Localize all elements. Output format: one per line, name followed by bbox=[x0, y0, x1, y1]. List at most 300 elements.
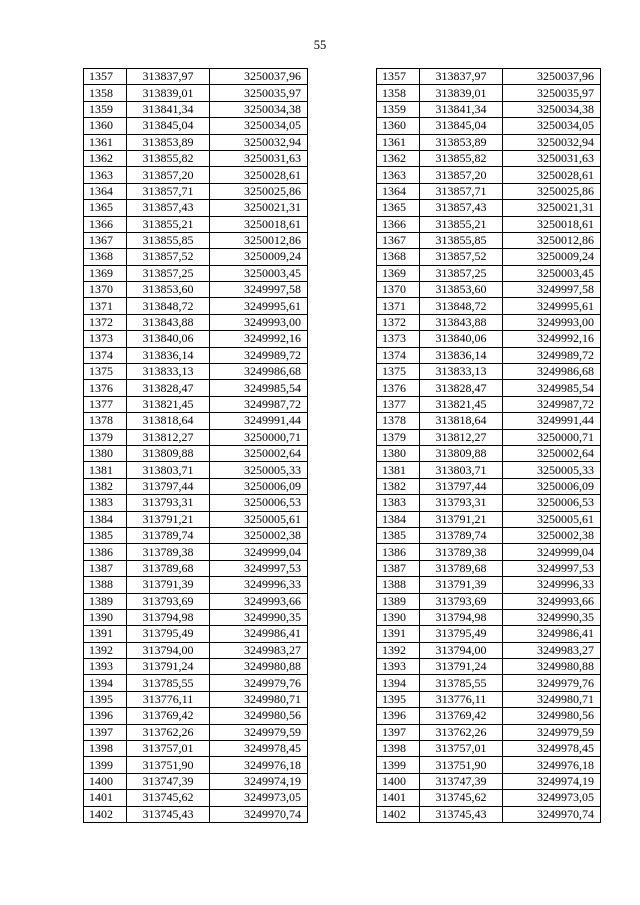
x-coordinate-cell: 313818,64 bbox=[127, 413, 210, 429]
y-coordinate-cell: 3250034,38 bbox=[503, 101, 601, 117]
y-coordinate-cell: 3250002,64 bbox=[503, 445, 601, 461]
x-coordinate-cell: 313855,82 bbox=[127, 150, 210, 166]
table-row bbox=[84, 85, 308, 101]
point-number-cell: 1401 bbox=[377, 790, 420, 806]
y-coordinate-cell: 3250002,38 bbox=[503, 527, 601, 543]
y-coordinate-cell: 3249974,19 bbox=[503, 773, 601, 789]
x-coordinate-cell: 313821,45 bbox=[420, 396, 503, 412]
y-coordinate-cell: 3249973,05 bbox=[503, 790, 601, 806]
x-coordinate-cell: 313836,14 bbox=[420, 347, 503, 363]
x-coordinate-cell: 313836,14 bbox=[127, 347, 210, 363]
y-coordinate-cell: 3250006,09 bbox=[503, 478, 601, 494]
point-number-cell: 1363 bbox=[84, 167, 127, 183]
y-coordinate-cell: 3249978,45 bbox=[210, 741, 308, 757]
point-number-cell: 1382 bbox=[84, 478, 127, 494]
table-row bbox=[377, 724, 601, 740]
table-row bbox=[84, 380, 308, 396]
point-number-cell: 1368 bbox=[84, 249, 127, 265]
x-coordinate-cell: 313853,60 bbox=[127, 282, 210, 298]
table-row bbox=[377, 150, 601, 166]
table-row bbox=[377, 511, 601, 527]
table-row bbox=[377, 544, 601, 560]
table-row bbox=[377, 232, 601, 248]
x-coordinate-cell: 313793,69 bbox=[420, 593, 503, 609]
point-number-cell: 1398 bbox=[377, 741, 420, 757]
x-coordinate-cell: 313843,88 bbox=[420, 314, 503, 330]
y-coordinate-cell: 3250035,97 bbox=[210, 85, 308, 101]
table-row bbox=[84, 167, 308, 183]
point-number-cell: 1370 bbox=[84, 282, 127, 298]
x-coordinate-cell: 313791,24 bbox=[127, 659, 210, 675]
x-coordinate-cell: 313791,39 bbox=[127, 577, 210, 593]
y-coordinate-cell: 3250009,24 bbox=[503, 249, 601, 265]
x-coordinate-cell: 313757,01 bbox=[127, 741, 210, 757]
point-number-cell: 1360 bbox=[84, 118, 127, 134]
point-number-cell: 1365 bbox=[84, 200, 127, 216]
y-coordinate-cell: 3249979,76 bbox=[210, 675, 308, 691]
x-coordinate-cell: 313791,21 bbox=[127, 511, 210, 527]
x-coordinate-cell: 313853,89 bbox=[127, 134, 210, 150]
table-row bbox=[377, 675, 601, 691]
y-coordinate-cell: 3249980,88 bbox=[210, 659, 308, 675]
point-number-cell: 1392 bbox=[377, 642, 420, 658]
y-coordinate-cell: 3250034,05 bbox=[210, 118, 308, 134]
x-coordinate-cell: 313769,42 bbox=[127, 708, 210, 724]
x-coordinate-cell: 313751,90 bbox=[420, 757, 503, 773]
x-coordinate-cell: 313789,74 bbox=[420, 527, 503, 543]
y-coordinate-cell: 3249978,45 bbox=[503, 741, 601, 757]
point-number-cell: 1359 bbox=[84, 101, 127, 117]
y-coordinate-cell: 3249985,54 bbox=[503, 380, 601, 396]
y-coordinate-cell: 3250021,31 bbox=[503, 200, 601, 216]
x-coordinate-cell: 313745,43 bbox=[420, 806, 503, 822]
point-number-cell: 1390 bbox=[377, 609, 420, 625]
y-coordinate-cell: 3249979,59 bbox=[210, 724, 308, 740]
point-number-cell: 1380 bbox=[377, 445, 420, 461]
x-coordinate-cell: 313841,34 bbox=[127, 101, 210, 117]
point-number-cell: 1385 bbox=[377, 527, 420, 543]
table-row bbox=[84, 790, 308, 806]
table-row bbox=[377, 773, 601, 789]
point-number-cell: 1378 bbox=[84, 413, 127, 429]
point-number-cell: 1388 bbox=[377, 577, 420, 593]
point-number-cell: 1376 bbox=[377, 380, 420, 396]
y-coordinate-cell: 3249989,72 bbox=[503, 347, 601, 363]
point-number-cell: 1361 bbox=[377, 134, 420, 150]
x-coordinate-cell: 313793,69 bbox=[127, 593, 210, 609]
x-coordinate-cell: 313848,72 bbox=[420, 298, 503, 314]
y-coordinate-cell: 3250003,45 bbox=[210, 265, 308, 281]
y-coordinate-cell: 3249976,18 bbox=[503, 757, 601, 773]
x-coordinate-cell: 313840,06 bbox=[420, 331, 503, 347]
table-row bbox=[377, 527, 601, 543]
x-coordinate-cell: 313845,04 bbox=[420, 118, 503, 134]
table-row bbox=[84, 675, 308, 691]
x-coordinate-cell: 313803,71 bbox=[127, 462, 210, 478]
x-coordinate-cell: 313839,01 bbox=[127, 85, 210, 101]
point-number-cell: 1374 bbox=[84, 347, 127, 363]
point-number-cell: 1378 bbox=[377, 413, 420, 429]
point-number-cell: 1366 bbox=[84, 216, 127, 232]
y-coordinate-cell: 3249992,16 bbox=[503, 331, 601, 347]
x-coordinate-cell: 313762,26 bbox=[420, 724, 503, 740]
point-number-cell: 1394 bbox=[84, 675, 127, 691]
x-coordinate-cell: 313789,68 bbox=[127, 560, 210, 576]
table-row bbox=[84, 560, 308, 576]
point-number-cell: 1402 bbox=[84, 806, 127, 822]
table-row bbox=[377, 183, 601, 199]
point-number-cell: 1374 bbox=[377, 347, 420, 363]
x-coordinate-cell: 313857,20 bbox=[127, 167, 210, 183]
point-number-cell: 1379 bbox=[377, 429, 420, 445]
table-row bbox=[84, 773, 308, 789]
table-row bbox=[84, 577, 308, 593]
point-number-cell: 1394 bbox=[377, 675, 420, 691]
x-coordinate-cell: 313857,20 bbox=[420, 167, 503, 183]
point-number-cell: 1395 bbox=[84, 691, 127, 707]
table-row bbox=[377, 347, 601, 363]
x-coordinate-cell: 313757,01 bbox=[420, 741, 503, 757]
point-number-cell: 1402 bbox=[377, 806, 420, 822]
x-coordinate-cell: 313793,31 bbox=[420, 495, 503, 511]
x-coordinate-cell: 313797,44 bbox=[127, 478, 210, 494]
table-row bbox=[84, 708, 308, 724]
x-coordinate-cell: 313848,72 bbox=[127, 298, 210, 314]
x-coordinate-cell: 313803,71 bbox=[420, 462, 503, 478]
y-coordinate-cell: 3249970,74 bbox=[503, 806, 601, 822]
x-coordinate-cell: 313857,52 bbox=[420, 249, 503, 265]
y-coordinate-cell: 3249991,44 bbox=[210, 413, 308, 429]
point-number-cell: 1369 bbox=[84, 265, 127, 281]
x-coordinate-cell: 313794,98 bbox=[127, 609, 210, 625]
x-coordinate-cell: 313791,24 bbox=[420, 659, 503, 675]
y-coordinate-cell: 3249993,00 bbox=[503, 314, 601, 330]
table-row bbox=[84, 134, 308, 150]
x-coordinate-cell: 313809,88 bbox=[420, 445, 503, 461]
y-coordinate-cell: 3250012,86 bbox=[210, 232, 308, 248]
x-coordinate-cell: 313747,39 bbox=[420, 773, 503, 789]
table-row bbox=[377, 101, 601, 117]
y-coordinate-cell: 3249980,71 bbox=[210, 691, 308, 707]
x-coordinate-cell: 313789,74 bbox=[127, 527, 210, 543]
point-number-cell: 1389 bbox=[84, 593, 127, 609]
y-coordinate-cell: 3249996,33 bbox=[503, 577, 601, 593]
table-row bbox=[84, 741, 308, 757]
x-coordinate-cell: 313855,85 bbox=[420, 232, 503, 248]
y-coordinate-cell: 3250005,33 bbox=[210, 462, 308, 478]
y-coordinate-cell: 3249993,66 bbox=[503, 593, 601, 609]
table-row bbox=[377, 609, 601, 625]
table-row bbox=[84, 642, 308, 658]
x-coordinate-cell: 313857,71 bbox=[127, 183, 210, 199]
y-coordinate-cell: 3250005,61 bbox=[503, 511, 601, 527]
point-number-cell: 1364 bbox=[84, 183, 127, 199]
table-row bbox=[377, 659, 601, 675]
point-number-cell: 1368 bbox=[377, 249, 420, 265]
table-row bbox=[377, 593, 601, 609]
table-row bbox=[84, 118, 308, 134]
table-row bbox=[84, 314, 308, 330]
point-number-cell: 1381 bbox=[84, 462, 127, 478]
table-row bbox=[84, 544, 308, 560]
table-row bbox=[84, 265, 308, 281]
point-number-cell: 1397 bbox=[84, 724, 127, 740]
y-coordinate-cell: 3250003,45 bbox=[503, 265, 601, 281]
table-row bbox=[84, 626, 308, 642]
point-number-cell: 1393 bbox=[377, 659, 420, 675]
y-coordinate-cell: 3249997,58 bbox=[503, 282, 601, 298]
y-coordinate-cell: 3249980,56 bbox=[210, 708, 308, 724]
x-coordinate-cell: 313841,34 bbox=[420, 101, 503, 117]
point-number-cell: 1386 bbox=[84, 544, 127, 560]
y-coordinate-cell: 3249970,74 bbox=[210, 806, 308, 822]
x-coordinate-cell: 313828,47 bbox=[420, 380, 503, 396]
x-coordinate-cell: 313855,82 bbox=[420, 150, 503, 166]
table-row bbox=[84, 413, 308, 429]
x-coordinate-cell: 313795,49 bbox=[420, 626, 503, 642]
page-number: 55 bbox=[313, 38, 327, 52]
y-coordinate-cell: 3249979,76 bbox=[503, 675, 601, 691]
x-coordinate-cell: 313855,21 bbox=[420, 216, 503, 232]
y-coordinate-cell: 3250031,63 bbox=[210, 150, 308, 166]
x-coordinate-cell: 313821,45 bbox=[127, 396, 210, 412]
y-coordinate-cell: 3249989,72 bbox=[210, 347, 308, 363]
table-row bbox=[377, 396, 601, 412]
x-coordinate-cell: 313840,06 bbox=[127, 331, 210, 347]
table-row bbox=[84, 757, 308, 773]
y-coordinate-cell: 3249980,56 bbox=[503, 708, 601, 724]
point-number-cell: 1387 bbox=[84, 560, 127, 576]
point-number-cell: 1398 bbox=[84, 741, 127, 757]
y-coordinate-cell: 3249980,88 bbox=[503, 659, 601, 675]
point-number-cell: 1364 bbox=[377, 183, 420, 199]
coordinates-table-right bbox=[376, 68, 601, 823]
table-row bbox=[377, 806, 601, 822]
point-number-cell: 1383 bbox=[377, 495, 420, 511]
point-number-cell: 1362 bbox=[84, 150, 127, 166]
table-row bbox=[377, 462, 601, 478]
point-number-cell: 1380 bbox=[84, 445, 127, 461]
y-coordinate-cell: 3250002,38 bbox=[210, 527, 308, 543]
y-coordinate-cell: 3250005,33 bbox=[503, 462, 601, 478]
y-coordinate-cell: 3249983,27 bbox=[503, 642, 601, 658]
table-row bbox=[84, 200, 308, 216]
point-number-cell: 1387 bbox=[377, 560, 420, 576]
y-coordinate-cell: 3249983,27 bbox=[210, 642, 308, 658]
y-coordinate-cell: 3250009,24 bbox=[210, 249, 308, 265]
table-row bbox=[377, 380, 601, 396]
y-coordinate-cell: 3249990,35 bbox=[503, 609, 601, 625]
table-row bbox=[84, 347, 308, 363]
table-row bbox=[377, 757, 601, 773]
table-row bbox=[84, 609, 308, 625]
y-coordinate-cell: 3250002,64 bbox=[210, 445, 308, 461]
y-coordinate-cell: 3250012,86 bbox=[503, 232, 601, 248]
table-row bbox=[84, 593, 308, 609]
point-number-cell: 1371 bbox=[377, 298, 420, 314]
point-number-cell: 1373 bbox=[84, 331, 127, 347]
y-coordinate-cell: 3250006,53 bbox=[503, 495, 601, 511]
table-row bbox=[377, 200, 601, 216]
table-row bbox=[84, 331, 308, 347]
table-row bbox=[84, 462, 308, 478]
x-coordinate-cell: 313857,25 bbox=[420, 265, 503, 281]
point-number-cell: 1400 bbox=[377, 773, 420, 789]
y-coordinate-cell: 3249993,00 bbox=[210, 314, 308, 330]
x-coordinate-cell: 313776,11 bbox=[127, 691, 210, 707]
table-row bbox=[84, 429, 308, 445]
table-row bbox=[377, 265, 601, 281]
table-row bbox=[377, 85, 601, 101]
x-coordinate-cell: 313855,85 bbox=[127, 232, 210, 248]
y-coordinate-cell: 3249996,33 bbox=[210, 577, 308, 593]
y-coordinate-cell: 3249993,66 bbox=[210, 593, 308, 609]
table-row bbox=[377, 167, 601, 183]
coordinates-table-body bbox=[84, 69, 308, 823]
x-coordinate-cell: 313837,97 bbox=[420, 69, 503, 85]
table-row bbox=[377, 216, 601, 232]
point-number-cell: 1365 bbox=[377, 200, 420, 216]
point-number-cell: 1384 bbox=[84, 511, 127, 527]
point-number-cell: 1358 bbox=[84, 85, 127, 101]
point-number-cell: 1397 bbox=[377, 724, 420, 740]
point-number-cell: 1376 bbox=[84, 380, 127, 396]
point-number-cell: 1357 bbox=[377, 69, 420, 85]
x-coordinate-cell: 313845,04 bbox=[127, 118, 210, 134]
y-coordinate-cell: 3249974,19 bbox=[210, 773, 308, 789]
point-number-cell: 1391 bbox=[84, 626, 127, 642]
y-coordinate-cell: 3250032,94 bbox=[210, 134, 308, 150]
x-coordinate-cell: 313857,43 bbox=[420, 200, 503, 216]
x-coordinate-cell: 313791,21 bbox=[420, 511, 503, 527]
point-number-cell: 1392 bbox=[84, 642, 127, 658]
table-row bbox=[377, 626, 601, 642]
y-coordinate-cell: 3249997,53 bbox=[503, 560, 601, 576]
table-row bbox=[377, 445, 601, 461]
x-coordinate-cell: 313769,42 bbox=[420, 708, 503, 724]
table-row bbox=[377, 282, 601, 298]
x-coordinate-cell: 313857,52 bbox=[127, 249, 210, 265]
y-coordinate-cell: 3249986,41 bbox=[210, 626, 308, 642]
table-row bbox=[377, 741, 601, 757]
y-coordinate-cell: 3250028,61 bbox=[503, 167, 601, 183]
y-coordinate-cell: 3249992,16 bbox=[210, 331, 308, 347]
y-coordinate-cell: 3249980,71 bbox=[503, 691, 601, 707]
point-number-cell: 1400 bbox=[84, 773, 127, 789]
table-row bbox=[377, 691, 601, 707]
table-row bbox=[84, 495, 308, 511]
point-number-cell: 1393 bbox=[84, 659, 127, 675]
y-coordinate-cell: 3249987,72 bbox=[503, 396, 601, 412]
point-number-cell: 1375 bbox=[84, 364, 127, 380]
y-coordinate-cell: 3250018,61 bbox=[503, 216, 601, 232]
point-number-cell: 1369 bbox=[377, 265, 420, 281]
table-row bbox=[84, 724, 308, 740]
point-number-cell: 1383 bbox=[84, 495, 127, 511]
point-number-cell: 1375 bbox=[377, 364, 420, 380]
table-row bbox=[84, 364, 308, 380]
table-row bbox=[377, 413, 601, 429]
y-coordinate-cell: 3250000,71 bbox=[210, 429, 308, 445]
table-row bbox=[377, 134, 601, 150]
x-coordinate-cell: 313747,39 bbox=[127, 773, 210, 789]
table-row bbox=[84, 691, 308, 707]
x-coordinate-cell: 313828,47 bbox=[127, 380, 210, 396]
y-coordinate-cell: 3249986,68 bbox=[210, 364, 308, 380]
table-row bbox=[377, 708, 601, 724]
point-number-cell: 1389 bbox=[377, 593, 420, 609]
y-coordinate-cell: 3250006,09 bbox=[210, 478, 308, 494]
x-coordinate-cell: 313857,25 bbox=[127, 265, 210, 281]
table-row bbox=[84, 216, 308, 232]
y-coordinate-cell: 3249995,61 bbox=[210, 298, 308, 314]
table-row bbox=[84, 806, 308, 822]
point-number-cell: 1366 bbox=[377, 216, 420, 232]
table-row bbox=[377, 478, 601, 494]
x-coordinate-cell: 313857,71 bbox=[420, 183, 503, 199]
table-row bbox=[84, 282, 308, 298]
y-coordinate-cell: 3250006,53 bbox=[210, 495, 308, 511]
table-row bbox=[84, 478, 308, 494]
x-coordinate-cell: 313837,97 bbox=[127, 69, 210, 85]
table-row bbox=[84, 445, 308, 461]
x-coordinate-cell: 313776,11 bbox=[420, 691, 503, 707]
x-coordinate-cell: 313745,43 bbox=[127, 806, 210, 822]
x-coordinate-cell: 313791,39 bbox=[420, 577, 503, 593]
x-coordinate-cell: 313855,21 bbox=[127, 216, 210, 232]
y-coordinate-cell: 3249987,72 bbox=[210, 396, 308, 412]
x-coordinate-cell: 313833,13 bbox=[127, 364, 210, 380]
point-number-cell: 1388 bbox=[84, 577, 127, 593]
point-number-cell: 1371 bbox=[84, 298, 127, 314]
x-coordinate-cell: 313751,90 bbox=[127, 757, 210, 773]
table-row bbox=[84, 101, 308, 117]
x-coordinate-cell: 313789,38 bbox=[127, 544, 210, 560]
y-coordinate-cell: 3250018,61 bbox=[210, 216, 308, 232]
point-number-cell: 1361 bbox=[84, 134, 127, 150]
y-coordinate-cell: 3249979,59 bbox=[503, 724, 601, 740]
point-number-cell: 1381 bbox=[377, 462, 420, 478]
x-coordinate-cell: 313785,55 bbox=[420, 675, 503, 691]
x-coordinate-cell: 313785,55 bbox=[127, 675, 210, 691]
table-row bbox=[377, 642, 601, 658]
table-row bbox=[84, 232, 308, 248]
x-coordinate-cell: 313809,88 bbox=[127, 445, 210, 461]
table-row bbox=[377, 495, 601, 511]
point-number-cell: 1377 bbox=[84, 396, 127, 412]
table-row bbox=[377, 331, 601, 347]
point-number-cell: 1391 bbox=[377, 626, 420, 642]
point-number-cell: 1396 bbox=[84, 708, 127, 724]
table-row bbox=[84, 249, 308, 265]
table-row bbox=[377, 298, 601, 314]
y-coordinate-cell: 3249985,54 bbox=[210, 380, 308, 396]
point-number-cell: 1360 bbox=[377, 118, 420, 134]
table-row bbox=[84, 150, 308, 166]
table-row bbox=[377, 249, 601, 265]
table-row bbox=[84, 396, 308, 412]
table-row bbox=[377, 69, 601, 85]
x-coordinate-cell: 313839,01 bbox=[420, 85, 503, 101]
table-row bbox=[377, 560, 601, 576]
x-coordinate-cell: 313762,26 bbox=[127, 724, 210, 740]
point-number-cell: 1372 bbox=[84, 314, 127, 330]
x-coordinate-cell: 313793,31 bbox=[127, 495, 210, 511]
point-number-cell: 1372 bbox=[377, 314, 420, 330]
coordinates-table-body bbox=[377, 69, 601, 823]
point-number-cell: 1390 bbox=[84, 609, 127, 625]
x-coordinate-cell: 313818,64 bbox=[420, 413, 503, 429]
